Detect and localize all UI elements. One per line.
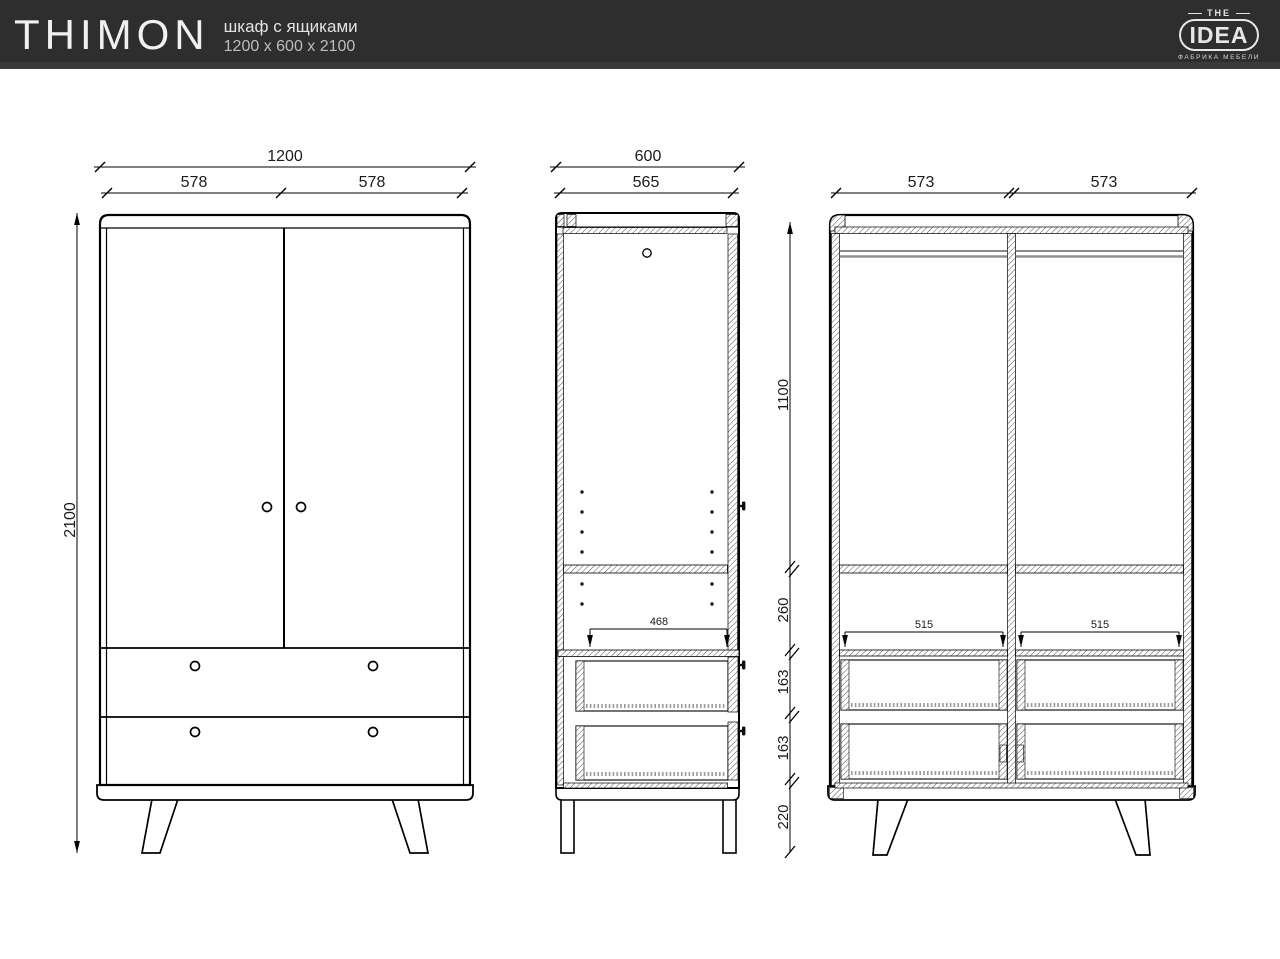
dim-side-shelf-gap: 260: [775, 597, 792, 623]
product-dimensions: 1200 x 600 x 2100: [223, 38, 356, 56]
section-drawer-shelf: [840, 650, 1008, 656]
section-top-panel: [835, 227, 1188, 234]
product-subtitle: шкаф с ящиками: [223, 16, 358, 36]
section-right-leg: [1115, 799, 1150, 855]
hanging-rail-section: [643, 249, 651, 257]
drawer-knob: [369, 728, 378, 737]
left-door-knob: [263, 503, 272, 512]
dim-front-right-door: 578: [358, 174, 386, 191]
logo-the: [1188, 8, 1250, 18]
dim-side-drawer1: 163: [775, 669, 792, 695]
dim-section-drawer-left: 515: [914, 619, 934, 631]
logo-dash-right: [1236, 13, 1250, 14]
drawer-box: [1017, 724, 1183, 779]
section-middle-shelf: [1016, 565, 1184, 573]
section-left-wall: [832, 234, 840, 786]
side-left-leg: [561, 799, 574, 853]
drawer-box: [1017, 660, 1183, 710]
section-bottom-panel: [835, 783, 1188, 788]
side-drawer-shelf: [558, 650, 739, 657]
dim-front-width: 1200: [267, 148, 303, 165]
dim-side-drawer-depth: 468: [649, 616, 669, 628]
logo-dash-left: [1188, 13, 1202, 14]
dim-side-drawer2: 163: [775, 735, 792, 761]
front-left-leg: [142, 799, 178, 853]
drawer-box: [841, 724, 1007, 779]
dim-side-inner-depth: 565: [632, 174, 660, 191]
front-view: [97, 215, 473, 853]
brand-logo: [1178, 8, 1260, 61]
side-view: [556, 213, 745, 853]
side-door-section: [728, 234, 738, 653]
section-middle-shelf: [840, 565, 1008, 573]
side-middle-shelf: [564, 565, 728, 573]
dim-front-left-door: 578: [180, 174, 208, 191]
section-drawer-shelf: [1016, 650, 1184, 656]
drawer-box: [841, 660, 1007, 710]
drawer-knob: [369, 662, 378, 671]
front-plinth: [97, 785, 473, 800]
center-divider: [1008, 234, 1016, 786]
right-door-knob: [297, 503, 306, 512]
section-left-leg: [873, 799, 908, 855]
section-right-wall: [1184, 234, 1192, 786]
dim-side-hanging: 1100: [775, 378, 792, 412]
logo-the-text: THE: [1206, 8, 1231, 18]
side-bottom-panel: [564, 783, 728, 788]
side-back-wall: [557, 234, 564, 785]
dim-front-height: 2100: [62, 502, 79, 538]
side-plinth: [556, 788, 739, 800]
side-top-panel: [563, 228, 727, 234]
dim-section-right: 573: [1090, 174, 1118, 191]
dim-section-left: 573: [907, 174, 935, 191]
dim-side-legs: 220: [775, 804, 792, 830]
side-right-leg: [723, 799, 736, 853]
logo-caption: ФАБРИКА МЕБЕЛИ: [1177, 54, 1260, 61]
section-view: [828, 215, 1195, 855]
header-bar: [0, 0, 1280, 69]
drawer-knob: [191, 662, 200, 671]
side-drawer1-box: [576, 661, 728, 711]
logo-idea: IDEA: [1179, 19, 1260, 51]
side-drawer2-box: [576, 726, 728, 780]
product-title: THIMON: [14, 10, 210, 58]
drawer-knob: [191, 728, 200, 737]
dim-section-drawer-right: 515: [1090, 619, 1110, 631]
front-right-leg: [392, 799, 428, 853]
dim-side-depth: 600: [634, 148, 662, 165]
